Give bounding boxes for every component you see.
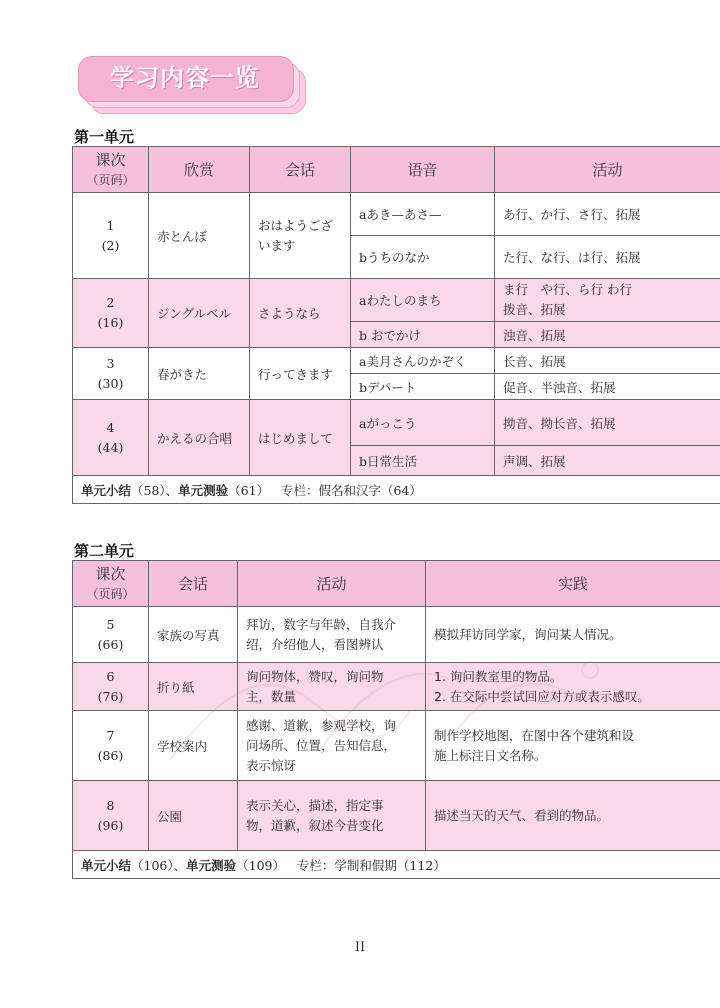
table-row: [73, 711, 720, 781]
phonetics-cell: bデパート: [351, 374, 495, 400]
practice-cell: 模拟拜访同学家，询问某人情况。: [426, 607, 720, 663]
activity-cell: 浊音、拓展: [495, 322, 720, 348]
conversation-cell: おはようございます: [250, 193, 351, 279]
activity-cell: た行、な行、は行、拓展: [495, 236, 720, 279]
phonetics-cell: b日常生活: [351, 446, 495, 476]
table-row: [73, 663, 720, 711]
activity-cell: 拜访，数字与年龄，自我介 绍，介绍他人，看图辨认: [238, 607, 426, 663]
unit2-heading: 第二单元: [74, 542, 135, 560]
activity-cell: 表示关心，描述，指定事 物，道歉，叙述今昔变化: [238, 781, 426, 851]
activity-cell: 促音、半浊音、拓展: [495, 374, 720, 400]
lesson-number: 7 (86): [73, 711, 149, 781]
conversation-cell: 行ってきます: [250, 348, 351, 400]
lesson-number: 6 (76): [73, 663, 149, 711]
header-appreciation: 欣赏: [149, 147, 250, 193]
unit2-footer: 单元小结（106）、单元测验（109） 专栏：学制和假期（112）: [73, 851, 720, 879]
conversation-cell: 学校案内: [149, 711, 238, 781]
page-number: II: [354, 940, 366, 955]
activity-cell: 询问物体，赞叹，询问物 主，数量: [238, 663, 426, 711]
header-practice: 实践: [426, 561, 720, 607]
activity-cell: 感谢、道歉，参观学校，询 问场所、位置，告知信息， 表示惊讶: [238, 711, 426, 781]
activity-cell: ま行 や行、ら行 わ行 拨音、拓展: [495, 279, 720, 322]
practice-cell: 1. 询问教室里的物品。 2. 在交际中尝试回应对方或表示感叹。: [426, 663, 720, 711]
phonetics-cell: aあき—あさ—: [351, 193, 495, 236]
header-conversation: 会话: [250, 147, 351, 193]
section-banner: [78, 56, 308, 114]
phonetics-cell: a美月さんのかぞく: [351, 348, 495, 374]
header-lesson: 课次 （页码）: [73, 147, 149, 193]
header-activities: 活动: [495, 147, 720, 193]
lesson-number: 5 (66): [73, 607, 149, 663]
lesson-number: 3 (30): [73, 348, 149, 400]
activity-cell: あ行、か行、さ行、拓展: [495, 193, 720, 236]
unit1-footer: 单元小结（58）、单元测验（61） 专栏：假名和汉字（64）: [73, 476, 720, 504]
lesson-number: 2 (16): [73, 279, 149, 348]
table-row: [73, 348, 720, 374]
unit1-heading: 第一单元: [74, 128, 135, 146]
table-row: [73, 193, 720, 236]
conversation-cell: 家族の写真: [149, 607, 238, 663]
practice-cell: 制作学校地图，在图中各个建筑和设 施上标注日文名称。: [426, 711, 720, 781]
lesson-number: 8 (96): [73, 781, 149, 851]
activity-cell: 长音、拓展: [495, 348, 720, 374]
lesson-number: 1 (2): [73, 193, 149, 279]
header-lesson: 课次 （页码）: [73, 561, 149, 607]
appreciation-cell: 春がきた: [149, 348, 250, 400]
conversation-cell: 公園: [149, 781, 238, 851]
phonetics-cell: b おでかけ: [351, 322, 495, 348]
table-row: [73, 607, 720, 663]
activity-cell: 拗音、拗长音、拓展: [495, 400, 720, 446]
appreciation-cell: ジングルベル: [149, 279, 250, 348]
conversation-cell: はじめまして: [250, 400, 351, 476]
header-activities: 活动: [238, 561, 426, 607]
unit2-table: [72, 560, 720, 879]
table-row: [73, 781, 720, 851]
unit1-table: [72, 146, 720, 504]
unit2-footer-row: [73, 851, 720, 879]
practice-cell: 描述当天的天气、看到的物品。: [426, 781, 720, 851]
appreciation-cell: 赤とんぼ: [149, 193, 250, 279]
unit1-footer-row: [73, 476, 720, 504]
conversation-cell: さようなら: [250, 279, 351, 348]
page-title: 学习内容一览: [110, 64, 260, 92]
phonetics-cell: aわたしのまち: [351, 279, 495, 322]
lesson-number: 4 (44): [73, 400, 149, 476]
table-row: [73, 279, 720, 322]
header-phonetics: 语音: [351, 147, 495, 193]
header-conversation: 会话: [149, 561, 238, 607]
appreciation-cell: かえるの合唱: [149, 400, 250, 476]
activity-cell: 声调、拓展: [495, 446, 720, 476]
phonetics-cell: bうちのなか: [351, 236, 495, 279]
table-row: [73, 400, 720, 446]
phonetics-cell: aがっこう: [351, 400, 495, 446]
conversation-cell: 折り紙: [149, 663, 238, 711]
